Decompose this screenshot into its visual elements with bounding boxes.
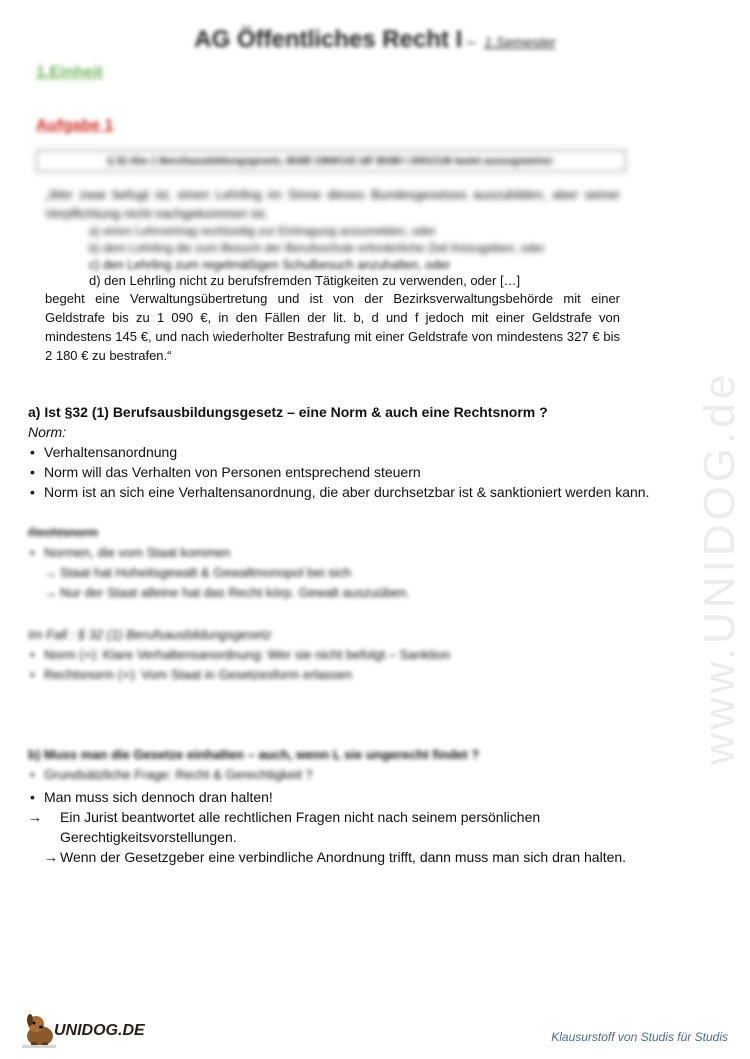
section-b-lower xyxy=(28,787,718,867)
arrow-line: → Ein Jurist beantwortet alle rechtlichen Fragen nicht nach seinem persönlichen Gerechtigkeitsvorstellungen. xyxy=(28,809,541,845)
arrow-icon: → xyxy=(28,809,42,825)
list-item: • Norm ist an sich eine Verhaltensanordnung, die aber durchsetzbar ist & sanktioniert werden kann. xyxy=(28,482,728,502)
arrow-line: → Wenn der Gesetzgeber eine verbindliche Anordnung trifft, dann muss man sich dran halten. xyxy=(44,849,627,865)
list-item: • Norm (+): Klare Verhaltensanordnung: Wer sie nicht befolgt – Sanktion xyxy=(28,645,628,665)
section-b-heading: b) Muss man die Gesetze einhalten – auch, wenn L sie ungerecht findet ? xyxy=(28,747,480,762)
section-a-heading: a) Ist §32 (1) Berufsausbildungsgesetz – eine Norm & auch eine Rechtsnorm ? xyxy=(28,404,548,420)
list-item: • Rechtsnorm (+): Vom Staat in Gesetzesform erlassen xyxy=(28,665,628,685)
list-item: • Man muss sich dennoch dran halten! xyxy=(28,787,718,807)
rechtsnorm-bullet-list xyxy=(28,543,628,563)
im-fall-bullet-list xyxy=(28,645,628,685)
semester-label: 1.Semester xyxy=(484,34,556,50)
im-fall-label: Im Fall : § 32 (1) Berufsausbildungsgesetz xyxy=(28,627,272,642)
quote-item-c: c) den Lehrling zum regelmäßigen Schulbesuch anzuhalten, oder xyxy=(89,258,451,272)
section-b-upper xyxy=(28,745,628,785)
statute-box xyxy=(36,150,626,172)
logo-text: UNIDOG.DE xyxy=(54,1022,145,1039)
norm-label: Norm: xyxy=(28,424,67,440)
watermark: www.UNIDOG.de xyxy=(695,370,744,765)
arrow-line: → Nur der Staat alleine hat das Recht körp. Gewalt auszuüben. xyxy=(28,583,628,603)
section-a xyxy=(28,402,728,502)
section-b-bullet-list xyxy=(28,765,628,785)
list-item: • Grundsätzliche Frage: Recht & Gerechtigkeit ? xyxy=(28,765,628,785)
rechtsnorm-label: Rechtsnorm xyxy=(28,525,99,540)
statute-text: § 32 Abs 1 Berufsausbildungsgesetz, BGBl 1969/142 idF BGBl I 2001/136 lautet auszugsweise: xyxy=(107,155,555,167)
einheit-heading: 1.Einheit xyxy=(36,64,103,81)
arrow-icon: → xyxy=(44,585,57,600)
list-item: • Verhaltensanordnung xyxy=(28,442,728,462)
rechtsnorm-block xyxy=(28,523,628,603)
quote-item-a: a) einen Lehrvertrag rechtzeitig zur Eintragung anzumelden, oder xyxy=(89,224,436,238)
norm-bullet-list xyxy=(28,442,728,502)
footer-tagline: Klausurstoff von Studis für Studis xyxy=(551,1030,728,1044)
aufgabe-heading: Aufgabe 1 xyxy=(36,117,114,134)
quote-outro: begeht eine Verwaltungsübertretung und ist von der Bezirksverwaltungsbehörde mit einer Geldstrafe bis zu 1 090 €, in den Fällen der lit. b, d und f jedoch mit einer Geldstrafe von mindestens 145 €, und nach wiederholter Bestrafung mit einer Geldstrafe von mindestens 327 € bis 2 180 € zu bestrafen.“ xyxy=(45,291,620,363)
list-item: • Norm will das Verhalten von Personen entsprechend steuern xyxy=(28,462,728,482)
arrow-icon: → xyxy=(44,849,58,865)
quote-intro: „Wer zwar befugt ist, einen Lehrling im Sinne dieses Bundesgesetzes auszubilden, aber seiner Verpflichtung nicht nachgekommen ist, xyxy=(45,187,620,221)
quote-item-d: d) den Lehrling nicht zu berufsfremden Tätigkeiten zu verwenden, oder […] xyxy=(89,273,521,288)
arrow-line: → Staat hat Hoheitsgewalt & Gewaltmonopol bei sich xyxy=(28,563,628,583)
section-b-bullet-list-2 xyxy=(28,787,718,807)
im-fall-block xyxy=(28,625,628,685)
quote-item-b: b) dem Lehrling die zum Besuch der Berufsschule erforderliche Zeit freizugeben, oder xyxy=(89,241,545,255)
list-item: • Normen, die vom Staat kommen xyxy=(28,543,628,563)
arrow-icon: → xyxy=(44,565,57,580)
page-title: AG Öffentliches Recht I – 1.Semester xyxy=(194,26,556,53)
